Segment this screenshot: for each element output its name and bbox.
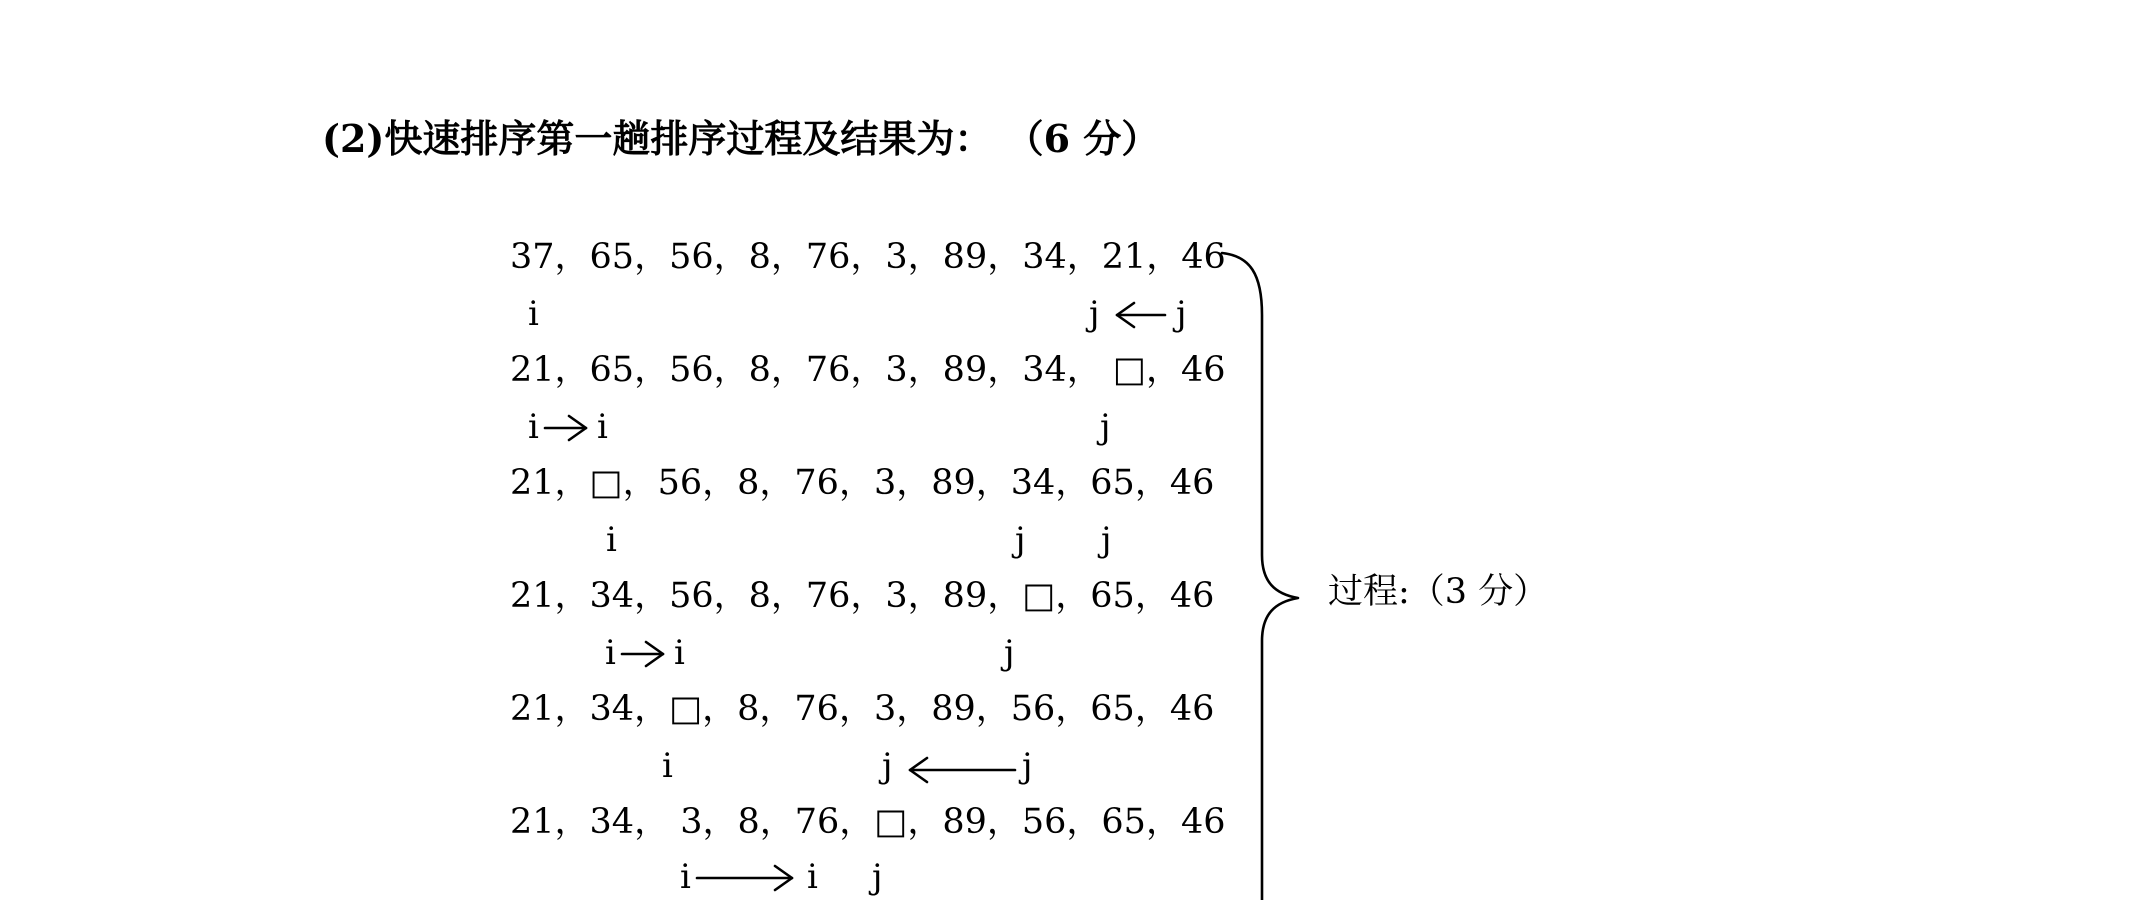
question-heading: (2)快速排序第一趟排序过程及结果为： （6 分） bbox=[322, 116, 1160, 161]
pointer-j-row-1-new: j bbox=[1089, 294, 1100, 334]
pointer-i-row-2-new: i bbox=[597, 407, 608, 447]
sequence-row-5: 21，34，□，8，76，3，89，56，65，46 bbox=[510, 689, 1215, 729]
pointer-i-row-6-new: i bbox=[807, 857, 818, 897]
pointer-j-row-1-old: j bbox=[1176, 294, 1187, 334]
pointer-j-row-4: j bbox=[1004, 633, 1015, 673]
pointer-i-row-2-old: i bbox=[528, 407, 539, 447]
pointer-i-row-5: i bbox=[662, 746, 673, 786]
pointer-j-row-6: j bbox=[872, 857, 883, 897]
pointer-j-row-3-new: j bbox=[1015, 520, 1026, 560]
process-score-label: 过程:（3 分） bbox=[1328, 572, 1549, 612]
pointer-i-row-4-old: i bbox=[605, 633, 616, 673]
pointer-j-row-5-old: j bbox=[1022, 746, 1033, 786]
pointer-j-row-3-old: j bbox=[1101, 520, 1112, 560]
right-arrow-row-2 bbox=[545, 416, 586, 440]
left-arrow-row-1 bbox=[1117, 303, 1165, 327]
pointer-i-row-1: i bbox=[528, 294, 539, 334]
sequence-row-4: 21，34，56，8，76，3，89，□，65，46 bbox=[510, 576, 1215, 616]
sequence-row-6: 21，34， 3，8，76，□，89，56，65，46 bbox=[510, 802, 1226, 842]
sequence-row-1: 37，65，56，8，76，3，89，34，21，46 bbox=[510, 237, 1226, 277]
sequence-row-2: 21，65，56，8，76，3，89，34， □，46 bbox=[510, 350, 1226, 390]
pointer-i-row-4-new: i bbox=[674, 633, 685, 673]
pointer-j-row-5-new: j bbox=[882, 746, 893, 786]
right-arrow-row-4 bbox=[622, 642, 663, 666]
pointer-i-row-6-old: i bbox=[680, 857, 691, 897]
left-arrow-row-5 bbox=[910, 758, 1015, 782]
pointer-i-row-3: i bbox=[606, 520, 617, 560]
sequence-row-3: 21，□，56，8，76，3，89，34，65，46 bbox=[510, 463, 1215, 503]
right-curly-brace bbox=[1222, 253, 1298, 900]
right-arrow-row-6 bbox=[697, 866, 792, 890]
pointer-j-row-2: j bbox=[1100, 407, 1111, 447]
